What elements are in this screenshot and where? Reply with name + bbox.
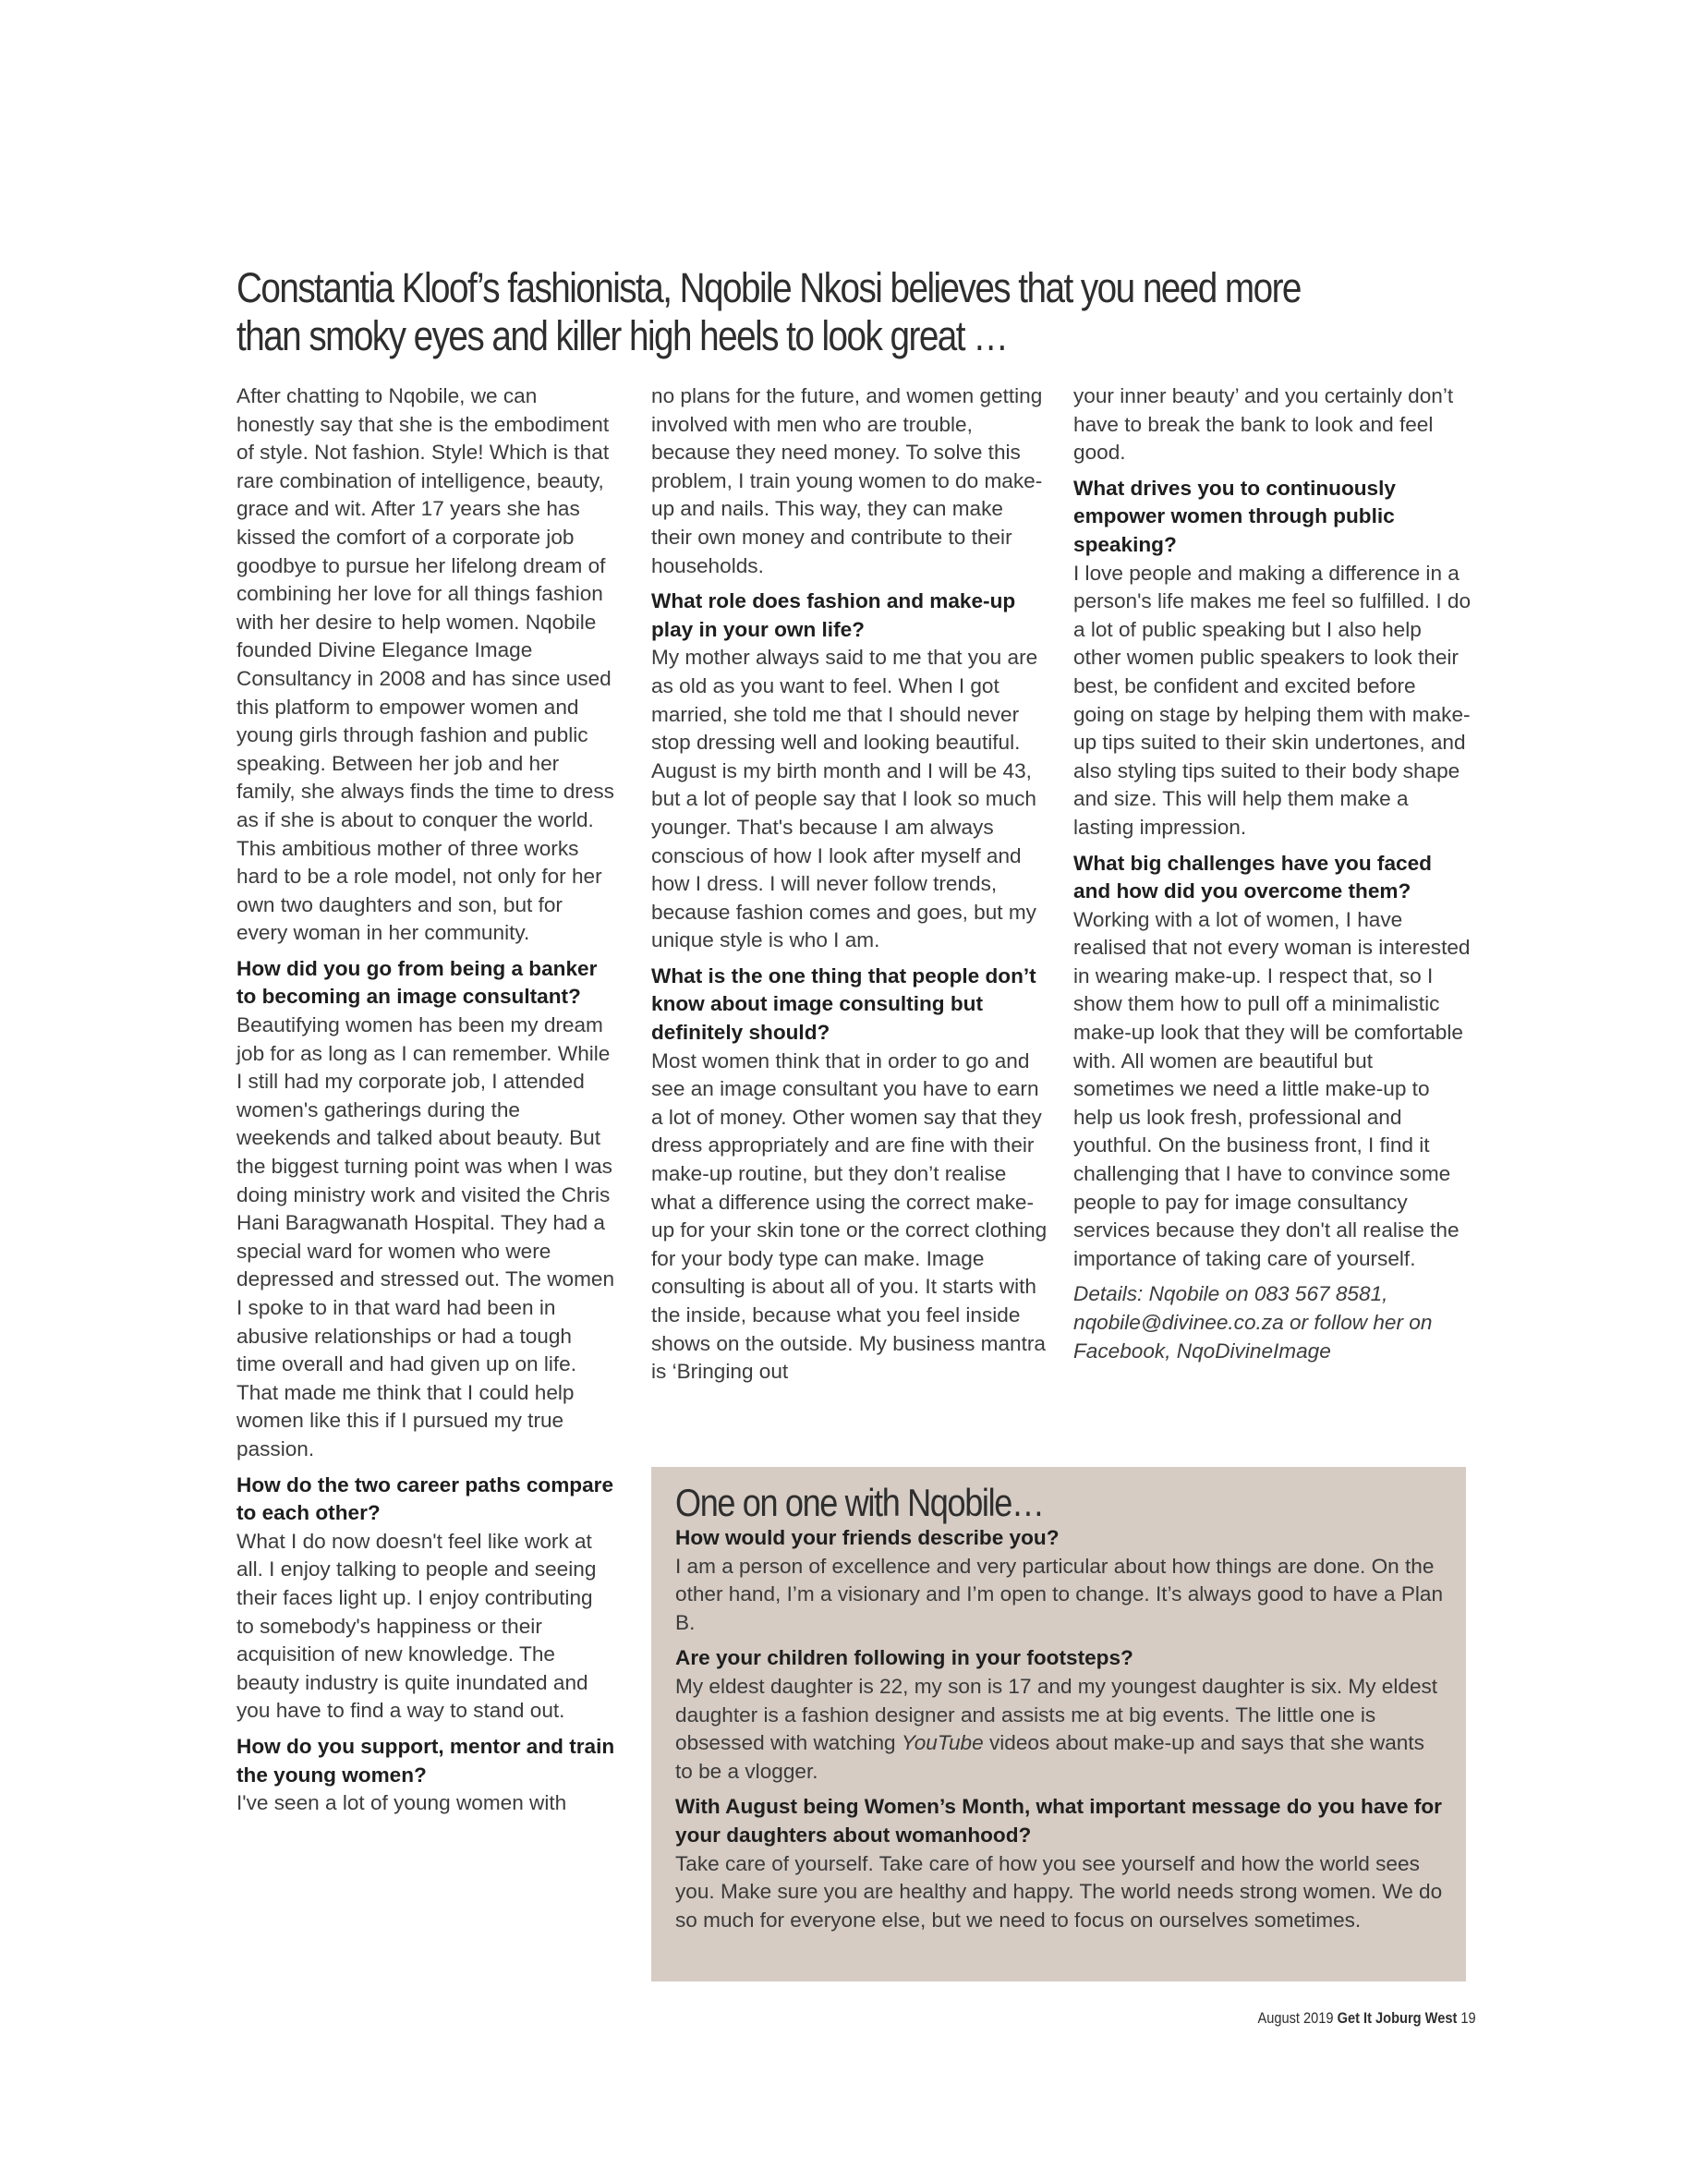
sidebar-question: How would your friends describe you?: [675, 1526, 1060, 1549]
article-column-2: [651, 382, 1048, 1394]
intro-paragraph: After chatting to Nqobile, we can honestly say that she is the embodiment of style. Not fashion. Style! Which is that rare combination of intelligence, beauty, grace and wit. After 17 years she has kissed the comfort of a corporate job goodbye to pursue her lifelong dream of combining her love for all things fashion with her desire to help women. Nqobile founded Divine Elegance Image Consultancy in 2008 and has since used this platform to empower women and young girls through fashion and public speaking. Between her job and her family, she always finds the time to dress as if she is about to conquer the world. This ambitious mother of three works hard to be a role model, not only for her own two daughters and son, but for every woman in her community.: [236, 384, 614, 945]
issue-date: August 2019: [1257, 2009, 1334, 2027]
question-heading: How did you go from being a banker to becoming an image consultant?: [236, 956, 598, 1009]
answer-text: videos about make-up and says that she wants to be a vlogger.: [675, 1731, 1424, 1783]
answer-paragraph: What I do now doesn't feel like work at all. I enjoy talking to people and seeing their faces light up. I enjoy contributing to somebody's happiness or their acquisition of new knowledge. The beauty industry is quite inundated and you have to find a way to stand out.: [236, 1529, 597, 1723]
youtube-emphasis: YouTube: [901, 1731, 984, 1755]
question-heading: What is the one thing that people don’t know about image consulting but definitely should?: [651, 963, 1036, 1045]
publication-name: Get It Joburg West: [1337, 2009, 1458, 2027]
question-heading: How do you support, mentor and train the young women?: [236, 1734, 615, 1787]
answer-paragraph: Beautifying women has been my dream job for as long as I can remember. While I still had my corporate job, I attended women's gatherings during the weekends and talked about beauty. But the biggest turning point was when I was doing ministry work and visited the Chris Hani Baragwanath Hospital. They had a special ward for women who were depressed and stressed out. The women I spoke to in that ward had been in abusive relationships or had a tough time overall and had given up on life. That made me think that I could help women like this if I pursued my true passion.: [236, 1013, 615, 1460]
answer-paragraph: no plans for the future, and women getting involved with men who are trouble, because they need money. To solve this problem, I train young women to do make-up and nails. This way, they can make their own money and contribute to their households.: [651, 384, 1043, 577]
one-on-one-sidebar: [651, 1467, 1466, 1981]
sidebar-title: One on one with Nqobile…: [675, 1481, 1044, 1524]
sidebar-answer: I am a person of excellence and very particular about how things are done. On the other hand, I’m a visionary and I’m open to change. It’s always good to have a Plan B.: [675, 1554, 1444, 1634]
answer-paragraph: Most women think that in order to go and see an image consultant you have to earn a lot of money. Other women say that they dress appropriately and are fine with their make-up routine, but they don’t realise what a difference using the correct make-up for your skin tone or the correct clothing for your body type can make. Image consulting is about all of you. It starts with the inside, because what you feel inside shows on the outside. My business mantra is ‘Bringing out: [651, 1048, 1048, 1384]
page-footer: [1258, 2009, 1476, 2028]
question-heading: How do the two career paths compare to each other?: [236, 1472, 614, 1525]
answer-paragraph: My mother always said to me that you are as old as you want to feel. When I got married, she told me that I should never stop dressing well and looking beautiful. August is my birth month and I will be 43, but a lot of people say that I look so much younger. That's because I am always conscious of how I look after myself and how I dress. I will never follow trends, because fashion comes and goes, but my unique style is who I am.: [651, 646, 1038, 952]
answer-paragraph: your inner beauty’ and you certainly don’t have to break the bank to look and feel good.: [1073, 384, 1454, 465]
question-heading: What drives you to continuously empower women through public speaking?: [1073, 476, 1396, 556]
page-number: 19: [1460, 2009, 1476, 2027]
headline: Constantia Kloof’s fashionista, Nqobile Nkosi believes that you need more than smoky eyes and killer high heels to look great …: [236, 264, 1301, 359]
answer-paragraph: I love people and making a difference in a person's life makes me feel so fulfilled. I do a lot of public speaking but I also help other women public speakers to look their best, be confident and excited before going on stage by helping them with make-up tips suited to their skin undertones, and also styling tips suited to their body shape and size. This will help them make a lasting impression.: [1073, 561, 1472, 839]
answer-text: My eldest daughter is 22, my son is 17 and my youngest daughter is six. My eldest daughter is a fashion designer and assists me at big events. The little one is obsessed with watching: [675, 1674, 1438, 1755]
question-heading: What role does fashion and make-up play in your own life?: [651, 589, 1016, 641]
article-column-1: [236, 382, 615, 1825]
answer-paragraph: I've seen a lot of young women with: [236, 1791, 567, 1815]
sidebar-question: Are your children following in your footsteps?: [675, 1646, 1133, 1670]
sidebar-answer: Take care of yourself. Take care of how you see yourself and how the world sees you. Make sure you are healthy and happy. The world needs strong women. We do so much for everyone else, but we need to focus on ourselves sometimes.: [675, 1851, 1443, 1932]
sidebar-answer: [675, 1673, 1444, 1786]
sidebar-question: With August being Women’s Month, what important message do you have for your daughters about womanhood?: [675, 1795, 1442, 1847]
answer-paragraph: Working with a lot of women, I have realised that not every woman is interested in wearing make-up. I respect that, so I show them how to pull off a minimalistic make-up look that they will be comfortable with. All women are beautiful but sometimes we need a little make-up to help us look fresh, professional and youthful. On the business front, I find it challenging that I have to convince some people to pay for image consultancy services because they don't all realise the importance of taking care of yourself.: [1073, 907, 1471, 1270]
article-column-3: [1073, 382, 1472, 1373]
question-heading: What big challenges have you faced and how did you overcome them?: [1073, 851, 1432, 903]
contact-details: Details: Nqobile on 083 567 8581, nqobile@divinee.co.za or follow her on Facebook, NqoDivineImage: [1073, 1282, 1433, 1363]
